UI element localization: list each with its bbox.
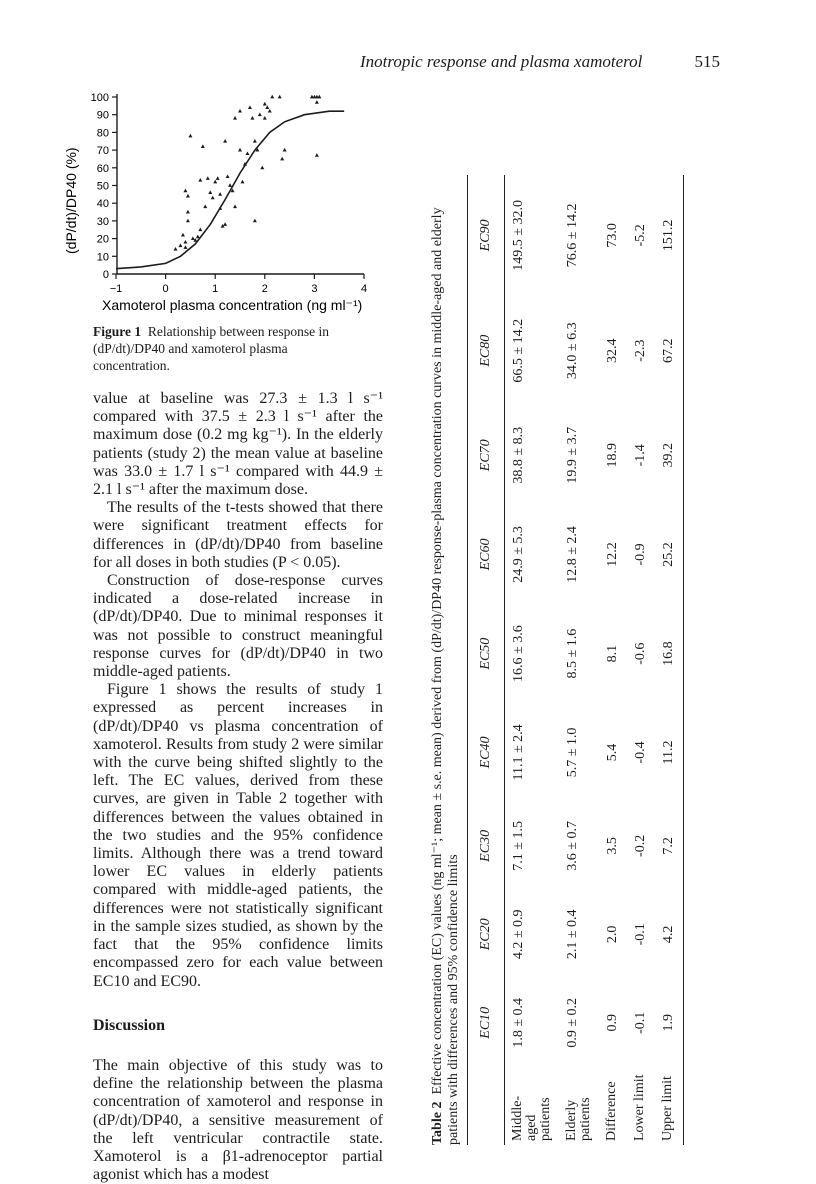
table-cell: 2.0	[605, 925, 620, 944]
table-cell: -0.4	[633, 741, 648, 764]
x-tick-label: −1	[109, 283, 123, 295]
y-tick-label: 80	[96, 127, 109, 140]
data-point	[240, 180, 244, 184]
table-cell: 25.2	[661, 542, 676, 567]
data-point	[206, 176, 210, 180]
x-tick-label: 3	[311, 283, 318, 295]
table-row	[599, 175, 627, 1145]
data-point	[211, 196, 215, 200]
data-point	[181, 233, 185, 237]
table-cell: 5.7 ± 1.0	[565, 727, 580, 778]
column-header: EC70	[478, 439, 493, 472]
data-point	[278, 95, 282, 99]
table-cell: 18.9	[605, 443, 620, 468]
data-point	[216, 176, 220, 180]
x-tick-label: 0	[162, 283, 169, 295]
table-cell: 149.5 ± 32.0	[511, 200, 526, 271]
figure-label: Figure 1	[93, 324, 142, 339]
paragraph: Construction of dose-response curves indicated a dose-related increase in (dP/dt)/DP40. Due to minimal responses it was not possible to construct meaningful response curves for (dP/dt)/DP40 in two middle-aged patients.	[93, 572, 383, 681]
column-header: EC80	[478, 334, 493, 367]
table-cell: -0.1	[633, 923, 648, 946]
data-point	[186, 219, 190, 223]
column-header: EC20	[478, 918, 493, 951]
table-cell: 32.4	[605, 338, 620, 363]
data-point	[183, 240, 187, 244]
data-point	[228, 183, 232, 187]
table-cell: 76.6 ± 14.2	[565, 203, 580, 268]
column-header: EC50	[478, 637, 493, 670]
x-tick-label: 1	[212, 283, 219, 295]
data-point	[198, 178, 202, 182]
table-cell: 8.5 ± 1.6	[565, 628, 580, 679]
table-cell: -1.4	[633, 444, 648, 467]
table-cell: 16.8	[661, 641, 676, 666]
y-tick-label: 90	[96, 109, 109, 122]
figure-caption-text: Relationship between response in (dP/dt)/DP40 and xamoterol plasma concentration.	[93, 324, 329, 373]
table-cell: 19.9 ± 3.7	[565, 426, 580, 484]
chart-points	[174, 95, 322, 251]
y-tick-label: 10	[96, 251, 109, 264]
y-tick-label: 60	[96, 162, 109, 175]
table-cell: -5.2	[633, 224, 648, 247]
table-cell: 73.0	[605, 223, 620, 248]
paragraph: Figure 1 shows the results of study 1 expressed as percent increases in (dP/dt)/DP40 vs plasma concentration of xamoterol. Results from study 2 were similar with the curve being shifted slightly to the left. The EC values, derived from these curves, are given in Table 2 together with differences between the values obtained in the two studies and the 95% confidence limits. Although there was a trend toward lower EC values in elderly patients compared with middle-aged patients, the differences were not statistically significant in the sample sizes studied, as shown by the fact that the 95% confidence limits encompassed zero for each value between EC10 and EC90.	[93, 681, 383, 990]
table-cell: 4.2	[661, 925, 676, 944]
y-tick-label: 30	[96, 215, 109, 228]
data-point	[280, 157, 284, 161]
data-point	[191, 236, 195, 240]
y-axis-label: (dP/dt)/DP40 (%)	[63, 147, 79, 254]
data-point	[201, 144, 205, 148]
table-cell: -0.9	[633, 543, 648, 566]
data-point	[183, 189, 187, 193]
table-cell: 38.8 ± 8.3	[511, 426, 526, 484]
table-cell: 39.2	[661, 443, 676, 468]
y-tick-label: 50	[96, 180, 109, 193]
data-point	[260, 166, 264, 170]
data-point	[253, 219, 257, 223]
table-cell: 1.9	[661, 1014, 676, 1032]
data-point	[208, 190, 212, 194]
table-cell: 12.2	[605, 542, 620, 567]
page-number: 515	[694, 52, 720, 71]
data-point	[174, 247, 178, 251]
body-column	[93, 390, 383, 1184]
table-cell: 151.2	[661, 219, 676, 252]
table-caption-text: Effective concentration (EC) values (ng ml⁻¹; mean ± s.e. mean) derived from (dP/dt)/DP40 response-plasma concentration curves in middle-aged and elderly patients with differences and 95% confidence limits	[430, 207, 461, 1145]
data-point	[248, 105, 252, 109]
table-row	[655, 175, 684, 1145]
column-header: EC40	[478, 736, 493, 769]
table-cell: 8.1	[605, 644, 620, 663]
table-cell: 4.2 ± 0.9	[511, 909, 526, 960]
table-cell: 5.4	[605, 743, 620, 762]
row-label: Middle-aged patients	[510, 1095, 553, 1141]
table-caption	[430, 175, 461, 1145]
data-point	[263, 116, 267, 120]
data-point	[263, 102, 267, 106]
column-header	[468, 1067, 505, 1145]
x-tick-label: 4	[360, 283, 368, 295]
table-cell: 7.2	[661, 837, 676, 855]
y-tick-label: 40	[96, 198, 109, 211]
data-point	[315, 100, 319, 104]
data-point	[268, 109, 272, 113]
chart-axes	[117, 94, 364, 274]
table-row	[559, 175, 599, 1145]
data-point	[223, 139, 227, 143]
table-label: Table 2	[430, 1101, 445, 1145]
column-header: EC90	[478, 219, 493, 252]
data-point	[250, 116, 254, 120]
table-cell: 67.2	[661, 338, 676, 363]
table-cell: 66.5 ± 14.2	[511, 318, 526, 383]
paragraph: The results of the t-tests showed that there were significant treatment effects for differences in (dP/dt)/DP40 from baseline for all doses in both studies (P < 0.05).	[93, 499, 383, 571]
running-head	[360, 52, 720, 72]
table-cell: 11.1 ± 2.4	[511, 724, 526, 781]
data-point	[223, 222, 227, 226]
data-point	[253, 139, 257, 143]
data-point	[233, 116, 237, 120]
data-point	[265, 105, 269, 109]
row-label: Elderly patients	[564, 1097, 593, 1141]
fitted-curve	[116, 111, 344, 269]
column-header: EC10	[478, 1006, 493, 1039]
data-point	[188, 134, 192, 138]
table-cell: 1.8 ± 0.4	[511, 997, 526, 1048]
table-row	[627, 175, 655, 1145]
data-point	[213, 180, 217, 184]
x-axis-label: Xamoterol plasma concentration (ng ml⁻¹)	[102, 297, 363, 313]
table-cell: 34.0 ± 6.3	[565, 322, 580, 380]
data-point	[317, 95, 321, 99]
data-point	[186, 194, 190, 198]
table-cell: 2.1 ± 0.4	[565, 909, 580, 960]
data-point	[315, 153, 319, 157]
data-point	[183, 245, 187, 249]
table-cell: 0.9	[605, 1014, 620, 1032]
table-cell: 24.9 ± 5.3	[511, 526, 526, 583]
row-label: Upper limit	[660, 1076, 675, 1141]
column-header: EC60	[478, 538, 493, 571]
data-point	[178, 243, 182, 247]
figure-1-chart	[58, 84, 378, 319]
table-cell: -2.3	[633, 339, 648, 362]
y-tick-label: 70	[96, 145, 109, 158]
data-point	[203, 205, 207, 209]
paragraph: value at baseline was 27.3 ± 1.3 l s⁻¹ compared with 37.5 ± 2.3 l s⁻¹ after the maximum dose (0.2 mg kg⁻¹). In the elderly patients (study 2) the mean value at baseline was 33.0 ± 1.7 l s⁻¹ compared with 44.9 ± 2.1 l s⁻¹ after the maximum dose.	[93, 390, 383, 499]
table-cell: 12.8 ± 2.4	[565, 526, 580, 583]
table-cell: 3.6 ± 0.7	[565, 821, 580, 871]
discussion-heading: Discussion	[93, 1016, 166, 1034]
row-label: Difference	[604, 1081, 619, 1141]
ec-table	[467, 175, 684, 1145]
table-cell: -0.2	[633, 834, 648, 857]
y-tick-label: 100	[90, 92, 109, 104]
table-cell: 0.9 ± 0.2	[565, 997, 580, 1048]
data-point	[245, 151, 249, 155]
figure-caption	[93, 323, 363, 374]
running-title: Inotropic response and plasma xamoterol	[360, 52, 643, 71]
data-point	[270, 95, 274, 99]
table-2	[430, 175, 810, 1145]
paragraph: The main objective of this study was to define the relationship between the plasma concentration of xamoterol and response in (dP/dt)/DP40, a sensitive measurement of the left ventricular contractile state. Xamoterol is a β1-adrenoceptor partial agonist which has a modest	[93, 1056, 383, 1184]
x-tick-label: 2	[261, 283, 268, 295]
table-cell: 16.6 ± 3.6	[511, 625, 526, 682]
table-cell: 3.5	[605, 837, 620, 855]
data-point	[186, 210, 190, 214]
data-point	[198, 228, 202, 232]
data-point	[283, 148, 287, 152]
data-point	[238, 148, 242, 152]
table-cell: 11.2	[661, 740, 676, 765]
data-point	[238, 109, 242, 113]
table-row	[505, 175, 560, 1145]
y-tick-label: 20	[96, 233, 109, 246]
data-point	[226, 174, 230, 178]
table-header-row	[468, 175, 505, 1145]
table-cell: -0.1	[633, 1011, 648, 1034]
column-header: EC30	[478, 829, 493, 862]
y-tick-label: 0	[102, 269, 109, 281]
table-cell: 7.1 ± 1.5	[511, 821, 526, 871]
data-point	[233, 205, 237, 209]
data-point	[258, 113, 262, 117]
table-cell: -0.6	[633, 642, 648, 665]
row-label: Lower limit	[632, 1074, 647, 1141]
data-point	[218, 192, 222, 196]
